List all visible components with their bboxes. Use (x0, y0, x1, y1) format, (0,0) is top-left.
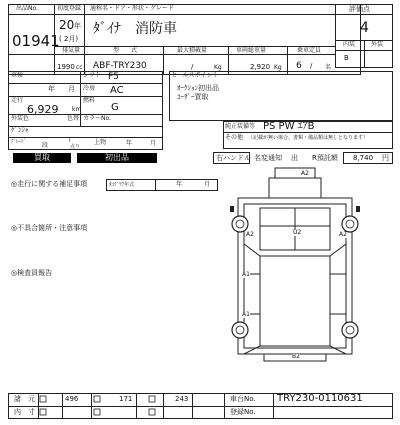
fuel-label: 燃料 (83, 97, 96, 104)
upper-label: 上物 (94, 139, 107, 146)
max-load-unit: Kg (214, 64, 222, 71)
chassis-number: TRY230-0110631 (277, 393, 363, 404)
shift: F5 (108, 72, 119, 82)
mileage-unit: km (72, 106, 82, 113)
registration-label: 登録No. (230, 408, 256, 416)
score-value: 4 (360, 20, 369, 36)
seat-label: ト (67, 138, 73, 144)
upper-year-unit: 年 (126, 140, 133, 147)
selling-point-line-1: ｵｰｸｼｮﾝ初出品 (177, 84, 219, 92)
shift-label: シフト (83, 72, 102, 79)
mark-left-rear: A1 (242, 311, 250, 318)
first-reg-label: 初度登録 (57, 5, 82, 12)
mileage-label: 走行 (11, 97, 24, 104)
first-reg-month: ( 2月) (59, 35, 79, 43)
equipment-note-label: その他 (225, 134, 244, 141)
lot-no: 01941 (12, 32, 60, 50)
max-load: / (191, 63, 194, 71)
interior-value: B (344, 54, 349, 62)
tacho-label: ﾀｺｸﾞﾗﾌ年式 (109, 182, 135, 188)
chassis-label: 車台No. (230, 395, 256, 403)
mark-cab-roof: U2 (293, 229, 302, 236)
tacho-year-unit: 年 (176, 181, 183, 188)
color-no-label: カラーNo. (83, 115, 111, 122)
upper-month-unit: 月 (150, 140, 157, 147)
model-label: 型 式 (113, 47, 138, 54)
gross-weight-unit: Kg (274, 64, 282, 71)
capacity-unit: 名 (325, 64, 332, 71)
length: 496 (65, 395, 79, 403)
purchase-badge: 買取 (13, 153, 71, 163)
inspection-year-unit: 年 (48, 85, 55, 93)
ac: AC (110, 85, 124, 96)
defect-label: ◎不具合箇所・注意事項 (11, 224, 88, 232)
exterior-color-label: 外装色 (11, 115, 30, 122)
max-load-label: 最大積載量 (177, 47, 208, 54)
model: ABF-TRY230 (93, 61, 147, 71)
selling-point-line-2: ﾕｰｻﾞｰ買取 (177, 93, 209, 101)
capacity: 6 (296, 61, 302, 71)
car-name-label: 通称名・ドア・形状・グレード (90, 5, 174, 12)
first-listing-badge: 初出品 (77, 153, 157, 163)
transfer-label: 名変通知 (254, 154, 282, 162)
mileage: 6,929 (27, 103, 59, 116)
displacement-label: 排気量 (62, 47, 81, 54)
color-change-label: 色替 (67, 115, 80, 122)
handle: 右ハンドル (216, 154, 251, 162)
inspector-label: ◎検査員報告 (11, 269, 53, 277)
supplement-label: ◎走行に関する補足事項 (11, 180, 88, 188)
width: 171 (119, 395, 133, 403)
inspection-label: 車検 (11, 72, 24, 79)
displacement-unit: cc (76, 64, 83, 71)
equipment-label: 純正装備等 (225, 123, 256, 130)
tacho-month-unit: 月 (204, 181, 211, 188)
first-reg-year-unit: 年 (74, 22, 81, 30)
exterior-color: ｹﾞﾝｼｬ (11, 126, 29, 134)
interior-label: 内装 (343, 41, 356, 48)
ac-label: 冷房 (83, 85, 96, 92)
grade-unit: 段 (42, 142, 49, 149)
lot-no-label: 出品No. (16, 5, 38, 12)
dims-label: 諸 元 (14, 395, 35, 403)
capacity-slash: / (310, 62, 313, 70)
equipment-value: PS PW ｴｱB (263, 121, 315, 132)
gross-weight: 2,920 (250, 63, 271, 71)
height: 243 (175, 395, 189, 403)
grade-label: ｸﾞﾚｰﾄﾞ (11, 139, 27, 145)
seat-unit: 点り (70, 144, 81, 150)
first-reg-year: 20 (59, 18, 75, 32)
inspection-month-unit: 月 (68, 85, 75, 93)
deposit: 8,740 (353, 154, 374, 162)
fuel: G (111, 102, 119, 113)
exterior-label: 外装 (371, 41, 384, 48)
inner-dims-label: 内 寸 (14, 408, 35, 416)
capacity-label: 乗車定員 (297, 47, 322, 54)
displacement: 1990 (57, 63, 75, 71)
car-name: ﾀﾞｲﾅ 消防車 (93, 21, 177, 37)
r-deposit-label: R預託額 (312, 154, 338, 162)
selling-points-label: セールスポイント (171, 72, 219, 79)
mark-rear-bumper: B2 (292, 353, 300, 360)
mark-right-front: A2 (339, 231, 347, 238)
gross-weight-label: 車両総重量 (236, 47, 267, 54)
front-label: 出 (291, 154, 298, 162)
mark-left-front: A2 (246, 231, 254, 238)
deposit-unit: 円 (382, 154, 389, 162)
equipment-note: （記載が無い場合、書類・備品類は無しとなります） (248, 135, 369, 141)
mark-left-side: A1 (242, 271, 250, 278)
mark-front-bumper: A2 (301, 170, 309, 177)
score-label: 評価点 (349, 5, 370, 13)
